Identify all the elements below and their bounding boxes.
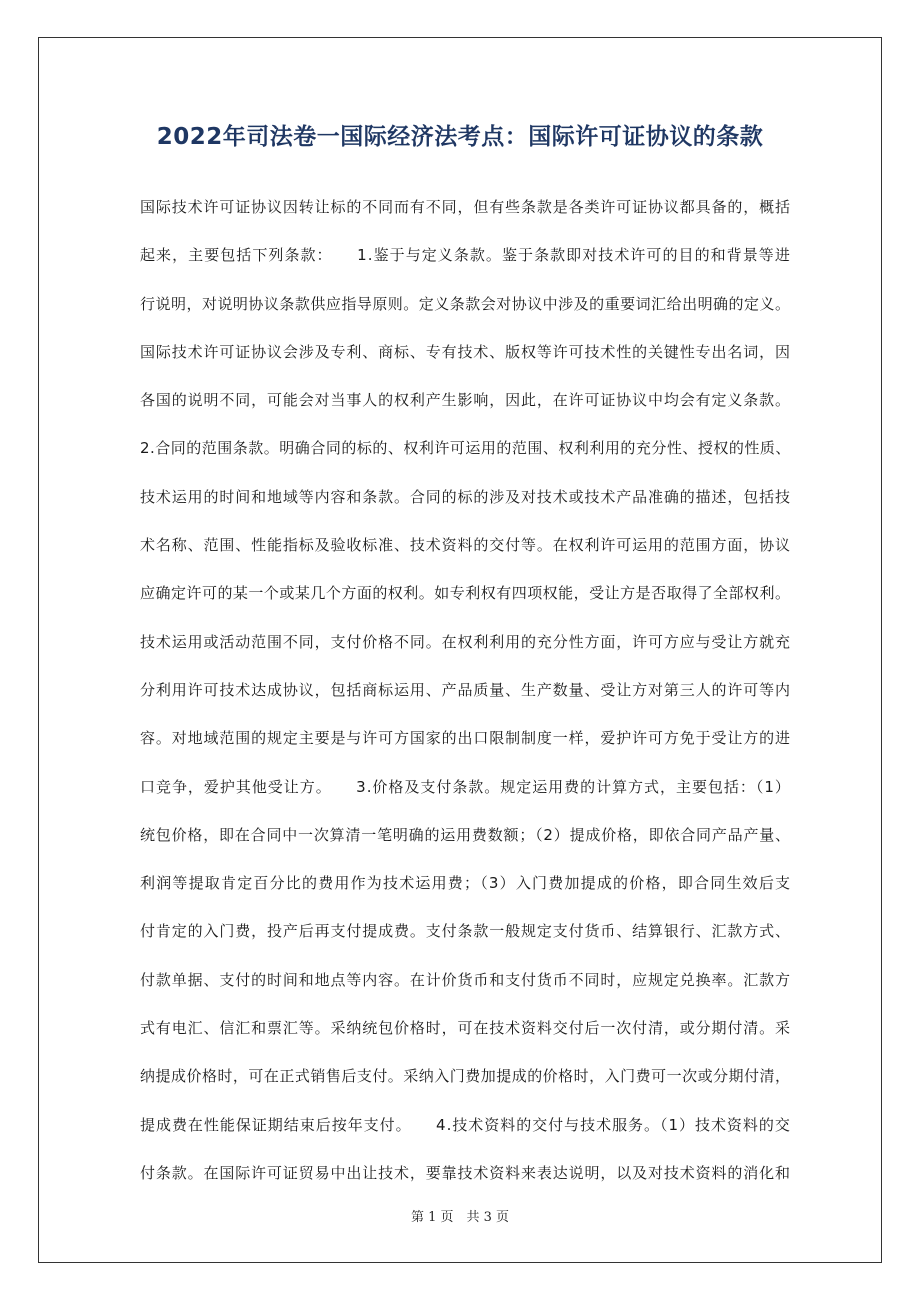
body-line: 术名称、范围、性能指标及验收标准、技术资料的交付等。在权利许可运用的范围方面，协议 xyxy=(140,536,791,555)
body-line: 提成费在性能保证期结束后按年支付。 4.技术资料的交付与技术服务。（1）技术资料的交 xyxy=(140,1115,791,1134)
body-line: 应确定许可的某一个或某几个方面的权利。如专利权有四项权能，受让方是否取得了全部权利。 xyxy=(140,584,791,603)
body-line: 统包价格，即在合同中一次算清一笔明确的运用费数额；（2）提成价格，即依合同产品产量、 xyxy=(140,825,791,844)
body-text xyxy=(140,189,790,1203)
body-line: 行说明，对说明协议条款供应指导原则。定义条款会对协议中涉及的重要词汇给出明确的定义。 xyxy=(140,294,791,313)
body-line: 国际技术许可证协议会涉及专利、商标、专有技术、版权等许可技术性的关键性专出名词，因 xyxy=(140,342,791,361)
body-line: 国际技术许可证协议因转让标的不同而有不同，但有些条款是各类许可证协议都具备的，概括 xyxy=(140,198,791,216)
body-line: 容。对地域范围的规定主要是与许可方国家的出口限制制度一样，爱护许可方免于受让方的进 xyxy=(140,729,791,748)
body-line: 2.合同的范围条款。明确合同的标的、权利许可运用的范围、权利利用的充分性、授权的性质、 xyxy=(140,439,791,458)
body-line: 分利用许可技术达成协议，包括商标运用、产品质量、生产数量、受让方对第三人的许可等内 xyxy=(140,680,791,699)
body-line: 纳提成价格时，可在正式销售后支付。采纳入门费加提成的价格时，入门费可一次或分期付清， xyxy=(140,1067,791,1086)
page-number-footer: 第 1 页 共 3 页 xyxy=(410,1210,510,1225)
body-line: 技术运用的时间和地域等内容和条款。合同的标的涉及对技术或技术产品准确的描述，包括技 xyxy=(140,487,791,506)
body-line: 付款单据、支付的时间和地点等内容。在计价货币和支付货币不同时，应规定兑换率。汇款方 xyxy=(140,970,791,989)
body-line: 各国的说明不同，可能会对当事人的权利产生影响，因此，在许可证协议中均会有定义条款。 xyxy=(140,391,791,410)
body-line: 付肯定的入门费，投产后再支付提成费。支付条款一般规定支付货币、结算银行、汇款方式、 xyxy=(140,922,791,941)
body-line: 利润等提取肯定百分比的费用作为技术运用费；（3）入门费加提成的价格，即合同生效后支 xyxy=(140,874,792,893)
body-line: 起来，主要包括下列条款： 1.鉴于与定义条款。鉴于条款即对技术许可的目的和背景等进 xyxy=(140,246,791,265)
body-line: 式有电汇、信汇和票汇等。采纳统包价格时，可在技术资料交付后一次付清，或分期付清。采 xyxy=(140,1019,791,1038)
body-line: 付条款。在国际许可证贸易中出让技术，要靠技术资料来表达说明，以及对技术资料的消化和 xyxy=(140,1163,791,1182)
page-title: 2022年司法卷一国际经济法考点：国际许可证协议的条款 xyxy=(156,124,764,150)
body-line: 口竞争，爱护其他受让方。 3.价格及支付条款。规定运用费的计算方式，主要包括：（1） xyxy=(140,777,791,796)
body-line: 技术运用或活动范围不同，支付价格不同。在权利利用的充分性方面，许可方应与受让方就充 xyxy=(140,632,791,651)
